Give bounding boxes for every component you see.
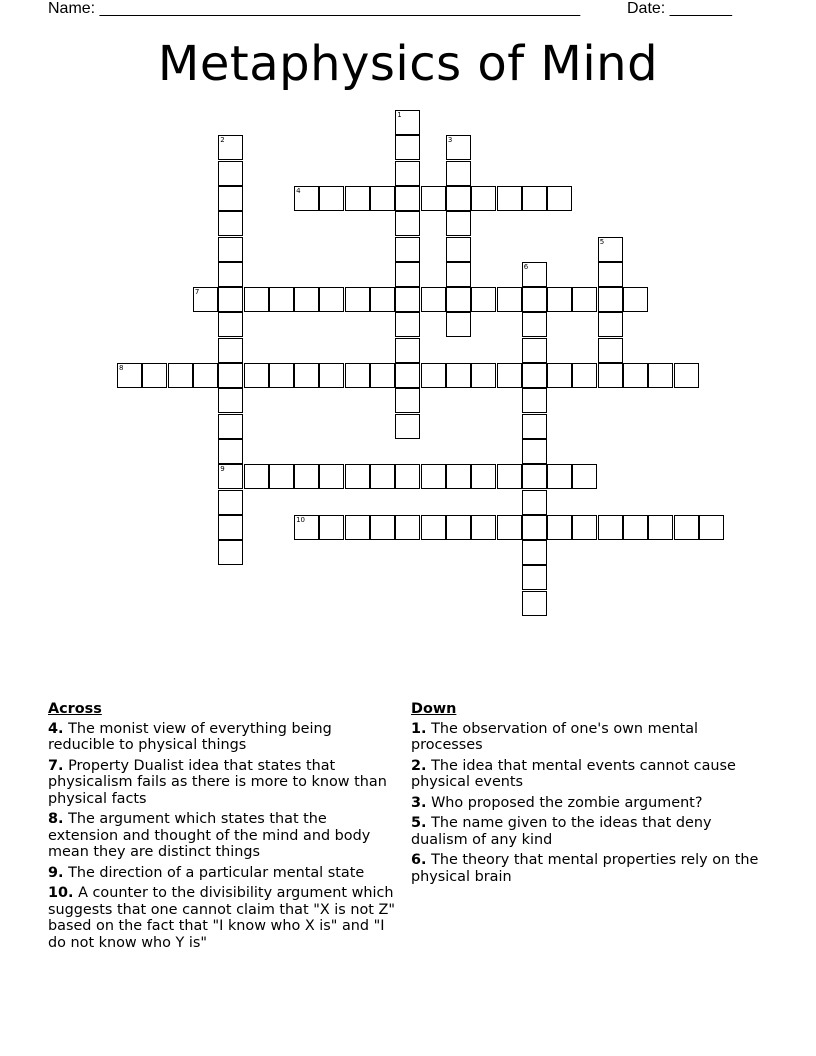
cell-number: 4 (296, 186, 301, 195)
clue-number: 1. (411, 720, 427, 737)
grid-cell[interactable] (421, 186, 446, 211)
grid-cell[interactable] (395, 161, 420, 186)
grid-cell[interactable] (648, 363, 673, 388)
grid-cell[interactable] (218, 540, 243, 565)
grid-cell[interactable] (471, 186, 496, 211)
grid-cell[interactable] (497, 363, 522, 388)
grid-cell[interactable] (522, 439, 547, 464)
clue-across-8 (48, 811, 400, 861)
clue-down-5 (411, 815, 763, 848)
clue-down-6 (411, 852, 763, 885)
grid-cell[interactable] (446, 211, 471, 236)
clue-across-10 (48, 885, 400, 951)
grid-cell[interactable] (699, 515, 724, 540)
clue-across-9 (48, 865, 400, 882)
grid-cell[interactable] (598, 237, 623, 262)
grid-cell[interactable] (319, 464, 344, 489)
grid-cell[interactable] (572, 287, 597, 312)
grid-cell[interactable] (218, 338, 243, 363)
grid-cell[interactable] (345, 515, 370, 540)
grid-cell[interactable] (370, 287, 395, 312)
grid-cell[interactable] (522, 565, 547, 590)
grid-cell[interactable] (370, 515, 395, 540)
grid-cell[interactable] (319, 287, 344, 312)
grid-cell[interactable] (598, 363, 623, 388)
grid-cell[interactable] (345, 287, 370, 312)
grid-cell[interactable] (218, 186, 243, 211)
page-title: Metaphysics of Mind (157, 36, 659, 92)
grid-cell[interactable] (497, 186, 522, 211)
grid-cell[interactable] (522, 262, 547, 287)
grid-cell[interactable] (547, 287, 572, 312)
grid-cell[interactable] (370, 363, 395, 388)
grid-cell[interactable] (142, 363, 167, 388)
grid-cell[interactable] (218, 414, 243, 439)
date-field[interactable]: Date: _______ (627, 0, 732, 17)
grid-cell[interactable] (345, 464, 370, 489)
grid-cell[interactable] (446, 161, 471, 186)
clue-text: The direction of a particular mental state (68, 864, 365, 881)
clue-text: The idea that mental events cannot cause physical events (411, 757, 736, 790)
grid-cell[interactable] (395, 363, 420, 388)
grid-cell[interactable] (193, 287, 218, 312)
clue-number: 4. (48, 720, 64, 737)
grid-cell[interactable] (294, 464, 319, 489)
grid-cell[interactable] (421, 515, 446, 540)
clue-across-4 (48, 721, 400, 754)
clue-number: 8. (48, 811, 64, 827)
clue-text: A counter to the divisibility argument which suggests that one cannot claim that "X is not Z" based on the fact that "I know who X is" and "I do not know who Y is" (48, 885, 395, 951)
grid-cell[interactable] (395, 515, 420, 540)
cell-number: 10 (296, 515, 306, 524)
grid-cell[interactable] (395, 262, 420, 287)
down-heading: Down (411, 701, 457, 717)
grid-cell[interactable] (294, 515, 319, 540)
grid-cell[interactable] (218, 515, 243, 540)
grid-cell[interactable] (547, 515, 572, 540)
grid-cell[interactable] (598, 338, 623, 363)
grid-cell[interactable] (395, 338, 420, 363)
clue-text: The observation of one's own mental processes (411, 720, 699, 753)
clue-text: The theory that mental properties rely on the physical brain (411, 852, 759, 885)
grid-cell[interactable] (395, 237, 420, 262)
grid-cell[interactable] (572, 515, 597, 540)
grid-cell[interactable] (218, 161, 243, 186)
grid-cell[interactable] (421, 464, 446, 489)
grid-cell[interactable] (497, 515, 522, 540)
clue-number: 6. (411, 852, 427, 868)
grid-cell[interactable] (446, 312, 471, 337)
grid-cell[interactable] (218, 262, 243, 287)
grid-cell[interactable] (522, 490, 547, 515)
grid-cell[interactable] (598, 262, 623, 287)
grid-cell[interactable] (294, 186, 319, 211)
grid-cell[interactable] (218, 237, 243, 262)
grid-cell[interactable] (446, 363, 471, 388)
clue-down-2 (411, 758, 763, 791)
grid-cell[interactable] (623, 363, 648, 388)
grid-cell[interactable] (319, 363, 344, 388)
clue-text: Who proposed the zombie argument? (431, 794, 703, 811)
grid-cell[interactable] (623, 287, 648, 312)
cell-number: 5 (599, 237, 605, 246)
grid-cell[interactable] (395, 186, 420, 211)
clue-number: 9. (48, 864, 64, 881)
down-clues (411, 701, 763, 889)
grid-cell[interactable] (395, 135, 420, 160)
grid-cell[interactable] (522, 338, 547, 363)
cell-number: 6 (523, 262, 529, 271)
grid-cell[interactable] (319, 515, 344, 540)
grid-cell[interactable] (547, 464, 572, 489)
grid-cell[interactable] (395, 312, 420, 337)
clue-number: 5. (411, 815, 427, 831)
cell-number: 8 (119, 364, 124, 372)
across-clues (48, 701, 400, 955)
grid-cell[interactable] (395, 388, 420, 413)
grid-cell[interactable] (218, 287, 243, 312)
grid-cell[interactable] (218, 363, 243, 388)
grid-cell[interactable] (497, 464, 522, 489)
grid-cell[interactable] (244, 464, 269, 489)
cell-number: 9 (220, 465, 225, 474)
clue-text: The name given to the ideas that deny dualism of any kind (411, 815, 712, 848)
grid-cell[interactable] (522, 540, 547, 565)
grid-cell[interactable] (471, 363, 496, 388)
grid-cell[interactable] (395, 414, 420, 439)
grid-cell[interactable] (168, 363, 193, 388)
clue-number: 10. (48, 885, 74, 901)
grid-cell[interactable] (598, 287, 623, 312)
grid-cell[interactable] (218, 490, 243, 515)
grid-cell[interactable] (522, 363, 547, 388)
grid-cell[interactable] (446, 515, 471, 540)
grid-cell[interactable] (522, 591, 547, 616)
grid-cell[interactable] (497, 287, 522, 312)
grid-cell[interactable] (218, 135, 243, 160)
grid-cell[interactable] (269, 464, 294, 489)
grid-cell[interactable] (598, 312, 623, 337)
name-field[interactable]: Name: ______________________________________________________ (48, 0, 581, 17)
grid-cell[interactable] (522, 515, 547, 540)
grid-cell[interactable] (395, 211, 420, 236)
grid-cell[interactable] (218, 312, 243, 337)
grid-cell[interactable] (471, 464, 496, 489)
cell-number: 3 (447, 136, 453, 145)
grid-cell[interactable] (193, 363, 218, 388)
grid-cell[interactable] (117, 363, 142, 388)
grid-cell[interactable] (370, 186, 395, 211)
grid-cell[interactable] (598, 515, 623, 540)
grid-cell[interactable] (370, 464, 395, 489)
grid-cell[interactable] (674, 363, 699, 388)
grid-cell[interactable] (218, 439, 243, 464)
grid-cell[interactable] (345, 363, 370, 388)
grid-cell[interactable] (522, 388, 547, 413)
grid-cell[interactable] (395, 464, 420, 489)
grid-cell[interactable] (572, 363, 597, 388)
clue-number: 3. (411, 794, 427, 811)
grid-cell[interactable] (218, 388, 243, 413)
clue-text: Property Dualist idea that states that physicalism fails as there is more to know than physical facts (48, 757, 387, 807)
grid-cell[interactable] (522, 186, 547, 211)
grid-cell[interactable] (522, 464, 547, 489)
grid-cell[interactable] (421, 287, 446, 312)
clue-across-7 (48, 758, 400, 808)
clue-number: 7. (48, 757, 64, 774)
grid-cell[interactable] (395, 110, 420, 135)
clue-number: 2. (411, 757, 427, 774)
grid-cell[interactable] (421, 363, 446, 388)
grid-cell[interactable] (623, 515, 648, 540)
grid-cell[interactable] (446, 464, 471, 489)
cell-number: 7 (194, 288, 200, 297)
grid-cell[interactable] (244, 363, 269, 388)
grid-cell[interactable] (345, 186, 370, 211)
grid-cell[interactable] (471, 515, 496, 540)
grid-cell[interactable] (674, 515, 699, 540)
cell-number: 2 (220, 136, 225, 145)
grid-cell[interactable] (547, 363, 572, 388)
across-heading: Across (48, 701, 102, 717)
grid-cell[interactable] (244, 287, 269, 312)
grid-cell[interactable] (218, 211, 243, 236)
grid-cell[interactable] (446, 135, 471, 160)
grid-cell[interactable] (446, 186, 471, 211)
grid-cell[interactable] (395, 287, 420, 312)
clue-down-3 (411, 795, 763, 812)
grid-cell[interactable] (294, 287, 319, 312)
grid-cell[interactable] (446, 287, 471, 312)
grid-cell[interactable] (294, 363, 319, 388)
grid-cell[interactable] (522, 312, 547, 337)
grid-cell[interactable] (522, 414, 547, 439)
grid-cell[interactable] (269, 363, 294, 388)
grid-cell[interactable] (446, 237, 471, 262)
grid-cell[interactable] (648, 515, 673, 540)
grid-cell[interactable] (522, 287, 547, 312)
grid-cell[interactable] (218, 464, 243, 489)
grid-cell[interactable] (471, 287, 496, 312)
clue-down-1 (411, 721, 763, 754)
clue-text: The monist view of everything being reducible to physical things (48, 720, 332, 753)
grid-cell[interactable] (319, 186, 344, 211)
clue-text: The argument which states that the extension and thought of the mind and body mean they are distinct things (48, 811, 371, 860)
grid-cell[interactable] (547, 186, 572, 211)
grid-cell[interactable] (446, 262, 471, 287)
grid-cell[interactable] (572, 464, 597, 489)
cell-number: 1 (397, 111, 402, 119)
grid-cell[interactable] (269, 287, 294, 312)
